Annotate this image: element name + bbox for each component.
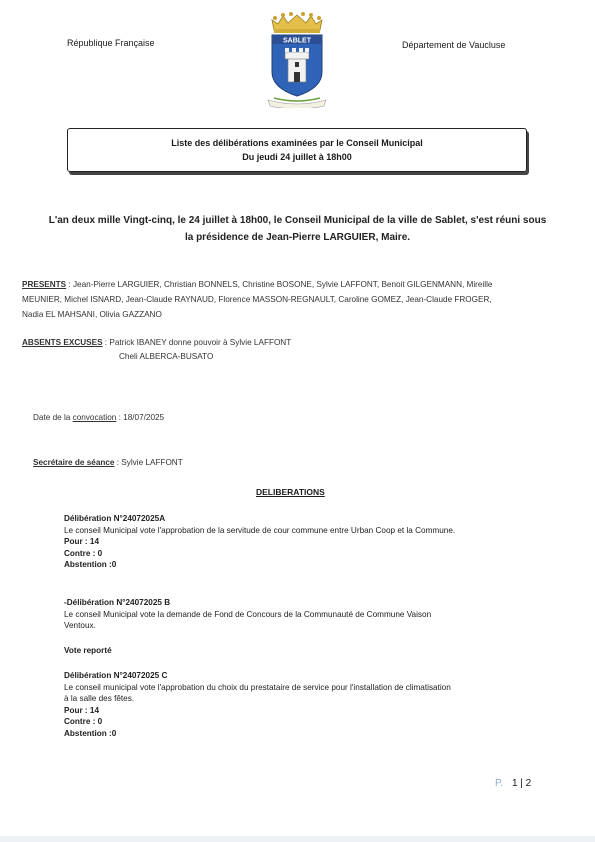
vote-status: Vote reporté [64, 645, 112, 655]
page-edge [0, 836, 595, 842]
absents-section [22, 337, 582, 363]
deliberation-heading: -Délibération N°24072025 B [64, 598, 171, 607]
deliberations-title: DELIBERATIONS [256, 487, 325, 497]
convocation-value: : 18/07/2025 [116, 413, 165, 422]
title-line-1: Liste des délibérations examinées par le Conseil Municipal [171, 138, 423, 148]
presents-line-2: MEUNIER, Michel ISNARD, Jean-Claude RAYNAUD, Florence MASSON-REGNAULT, Caroline GOMEZ, Jean-Claude FROGER, [22, 295, 492, 304]
secretaire-label: Secrétaire de séance [33, 458, 115, 467]
absents-label: ABSENTS EXCUSES [22, 338, 103, 347]
deliberation-text: Le conseil Municipal vote la demande de Fond de Concours de la Communauté de Commune Vaison [64, 609, 432, 619]
absents-line-1: : Patrick IBANEY donne pouvoir à Sylvie LAFFONT [102, 338, 292, 347]
header-left: République Française [67, 38, 155, 48]
deliberation-text: Le conseil municipal vote l'approbation du choix du prestataire de service pour l'installation de climatisation [64, 682, 451, 692]
title-line-2: Du jeudi 24 juillet à 18h00 [242, 152, 352, 162]
presents-line-3: Nadia EL MAHSANI, Olivia GAZZANO [22, 310, 162, 319]
deliberation-text-cont: Ventoux. [64, 621, 96, 630]
intro-line-2: la présidence de Jean-Pierre LARGUIER, Maire. [184, 232, 411, 243]
intro-line-1: L'an deux mille Vingt-cinq, le 24 juillet à 18h00, le Conseil Municipal de la ville de Sablet, s'est réuni sous [48, 215, 547, 226]
vote-pour: Pour : 14 [64, 705, 100, 715]
deliberation-c [64, 670, 564, 739]
absents-line-2: Cheli ALBERCA-BUSATO [119, 352, 214, 361]
convocation-label: convocation [72, 413, 117, 422]
presents-label: PRESENTS [22, 280, 67, 289]
vote-abstention: Abstention :0 [64, 728, 117, 738]
page-value: 1 | 2 [511, 778, 532, 789]
presents-line-1: : Jean-Pierre LARGUIER, Christian BONNELS, Christine BOSONE, Sylvie LAFFONT, Benoit GILGENMANN, Mireille [66, 280, 493, 289]
secretaire-value: : Sylvie LAFFONT [114, 458, 183, 467]
secretaire-de-seance [33, 457, 183, 469]
convocation-date [33, 412, 164, 424]
crest-label: SABLET [283, 37, 311, 45]
title-box [67, 128, 527, 172]
deliberation-heading: Délibération N°24072025A [64, 514, 166, 523]
deliberation-text: Le conseil Municipal vote l'approbation de la servitude de cour commune entre Urban Coop et la Commune. [64, 525, 456, 535]
vote-pour: Pour : 14 [64, 537, 100, 546]
deliberation-b [64, 597, 564, 656]
header-right: Département de Vaucluse [402, 40, 506, 50]
vote-contre: Contre : 0 [64, 548, 103, 558]
intro-paragraph [30, 212, 565, 246]
convocation-label-start: Date de la [33, 413, 73, 422]
page-prefix: P [495, 778, 501, 789]
sablet-crest-logo [266, 12, 328, 108]
vote-contre: Contre : 0 [64, 717, 103, 726]
vote-abstention: Abstention :0 [64, 560, 117, 569]
presents-section [22, 279, 582, 321]
deliberation-heading: Délibération N°24072025 C [64, 671, 168, 680]
deliberation-a [64, 513, 564, 571]
page-number: P. 1 | 2 [495, 778, 532, 789]
deliberation-text-cont: à la salle des fêtes. [64, 694, 135, 703]
